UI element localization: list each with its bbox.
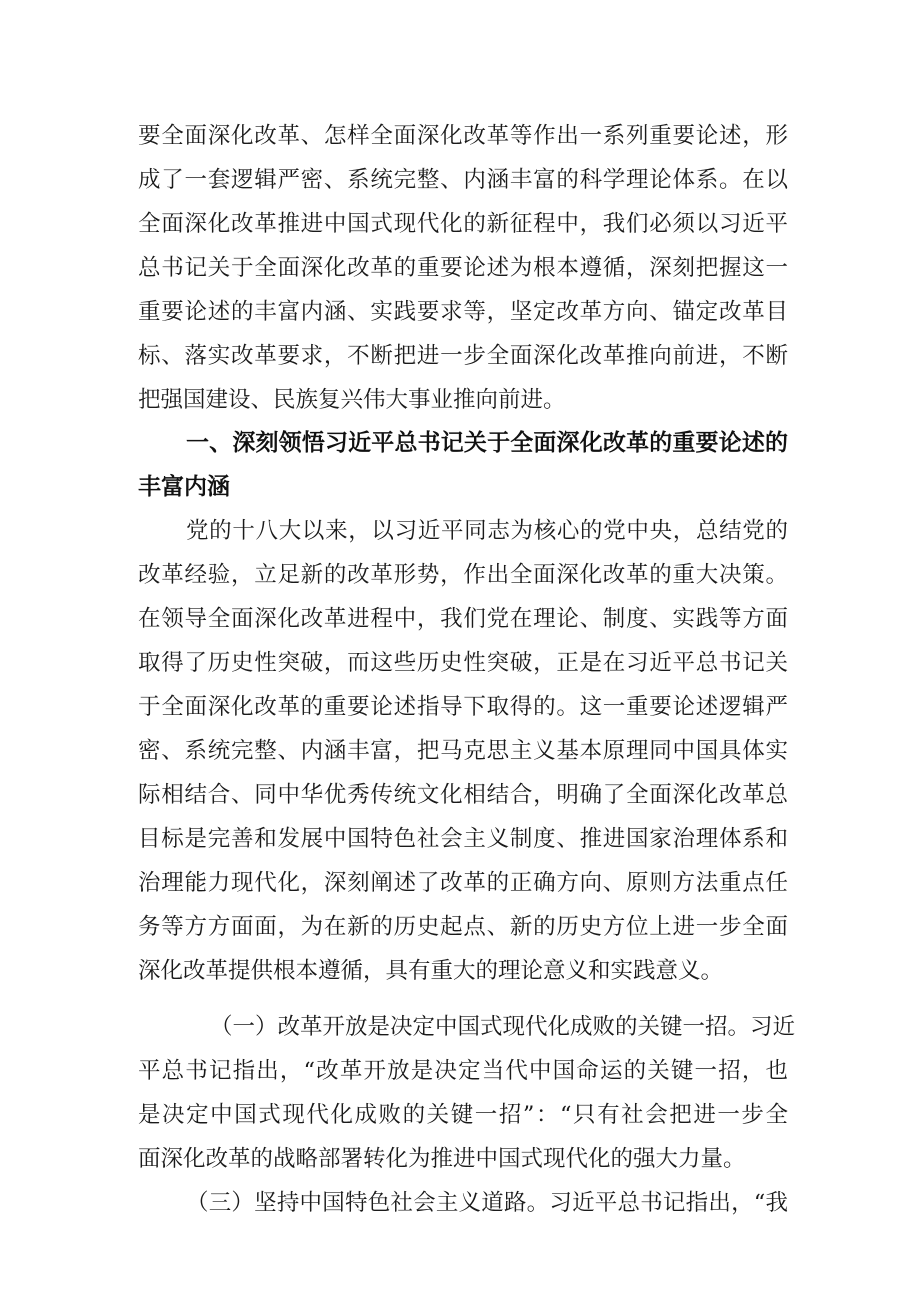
text-line: 标、落实改革要求，不断把进一步全面深化改革推向前进，不断 — [138, 343, 788, 369]
text-line: 重要论述的丰富内涵、实践要求等，坚定改革方向、锚定改革目 — [138, 299, 788, 325]
text-line: （一）改革开放是决定中国式现代化成败的关键一招。习近 — [210, 1014, 796, 1040]
text-line: 成了一套逻辑严密、系统完整、内涵丰富的科学理论体系。在以 — [138, 167, 788, 193]
text-line: 际相结合、同中华优秀传统文化相结合，明确了全面深化改革总 — [138, 782, 788, 808]
text-line: 治理能力现代化，深刻阐述了改革的正确方向、原则方法重点任 — [138, 870, 788, 896]
text-line: 党的十八大以来，以习近平同志为核心的党中央，总结党的 — [186, 518, 788, 544]
text-line: 深化改革提供根本遵循，具有重大的理论意义和实践意义。 — [138, 958, 724, 984]
text-line: 全面深化改革推进中国式现代化的新征程中，我们必须以习近平 — [138, 211, 788, 237]
section-heading: 丰富内涵 — [138, 474, 230, 500]
text-line: 取得了历史性突破，而这些历史性突破，正是在习近平总书记关 — [138, 650, 788, 676]
text-line: 务等方方面面，为在新的历史起点、新的历史方位上进一步全面 — [138, 914, 788, 940]
text-line: 在领导全面深化改革进程中，我们党在理论、制度、实践等方面 — [138, 606, 788, 632]
text-line: （三）坚持中国特色社会主义道路。习近平总书记指出，“我 — [186, 1190, 788, 1216]
text-line: 改革经验，立足新的改革形势，作出全面深化改革的重大决策。 — [138, 562, 788, 588]
text-line: 于全面深化改革的重要论述指导下取得的。这一重要论述逻辑严 — [138, 694, 788, 720]
text-line: 密、系统完整、内涵丰富，把马克思主义基本原理同中国具体实 — [138, 738, 788, 764]
text-line: 目标是完善和发展中国特色社会主义制度、推进国家治理体系和 — [138, 826, 788, 852]
text-line: 把强国建设、民族复兴伟大事业推向前进。 — [138, 387, 566, 413]
text-line: 是决定中国式现代化成败的关键一招”：“只有社会把进一步全 — [138, 1102, 788, 1128]
text-line: 总书记关于全面深化改革的重要论述为根本遵循，深刻把握这一 — [138, 255, 788, 281]
section-heading: 一、深刻领悟习近平总书记关于全面深化改革的重要论述的 — [186, 430, 788, 456]
text-line: 要全面深化改革、怎样全面深化改革等作出一系列重要论述，形 — [138, 123, 788, 149]
text-line: 平总书记指出，“改革开放是决定当代中国命运的关键一招，也 — [138, 1058, 788, 1084]
text-line: 面深化改革的战略部署转化为推进中国式现代化的强大力量。 — [138, 1146, 746, 1172]
